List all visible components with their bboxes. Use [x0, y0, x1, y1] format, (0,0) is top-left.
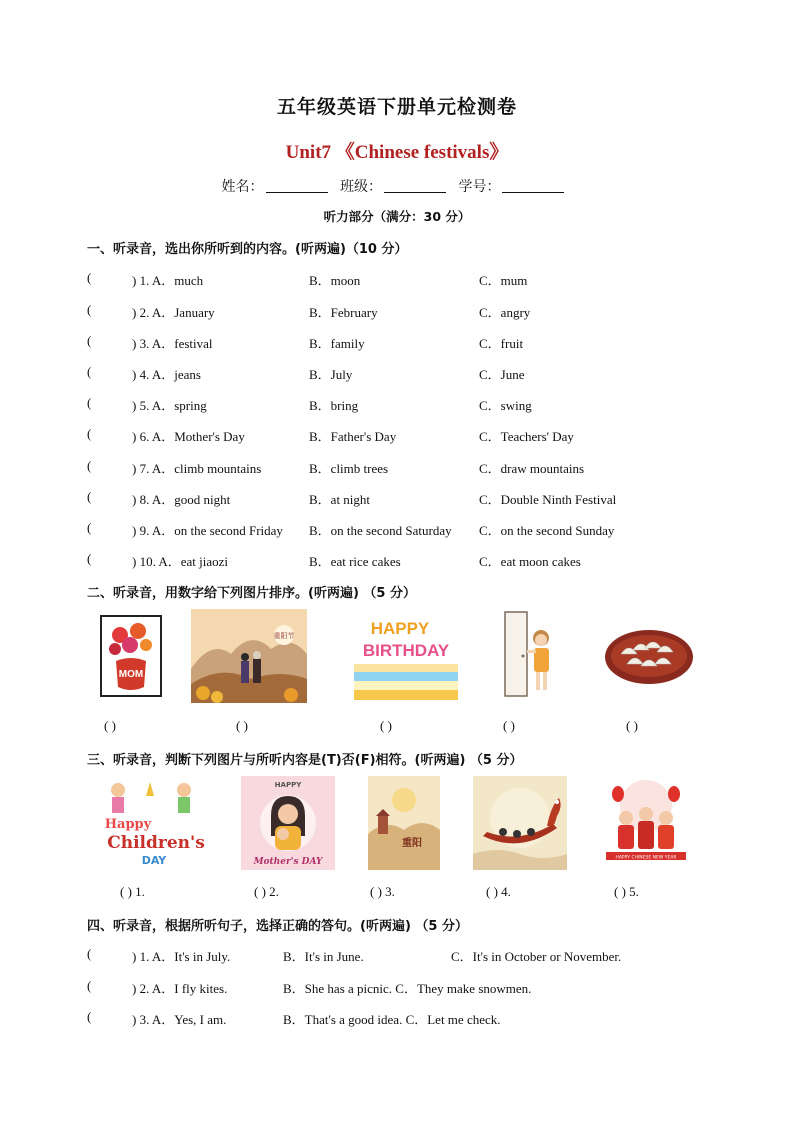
option-b: B．That's a good idea. C．Let me check.	[283, 1012, 501, 1027]
option-c: C．It's in October or November.	[451, 949, 622, 964]
answer-slot[interactable]: (	[87, 551, 92, 566]
s3-answer-2[interactable]: ( ) 2.	[254, 884, 279, 899]
page-title: 五年级英语下册单元检测卷	[276, 96, 517, 118]
section3-title: 三、听录音，判断下列图片与所听内容是(T)否(F)相符。(听两遍) （5 分）	[87, 753, 523, 768]
birthday-cake-icon	[350, 612, 462, 704]
answer-slot[interactable]: (	[87, 426, 92, 441]
s4-question-3	[87, 1009, 727, 1027]
s1-question-2	[87, 302, 727, 320]
listening-header: 听力部分（满分：30 分）	[323, 209, 471, 224]
answer-slot[interactable]: (	[87, 489, 92, 504]
option-a: ) 2. A．January	[132, 305, 215, 320]
answer-slot[interactable]: (	[87, 395, 92, 410]
option-a: ) 4. A．jeans	[132, 367, 201, 382]
option-c: C．fruit	[479, 336, 524, 351]
option-a: ) 10. A．eat jiaozi	[132, 554, 229, 569]
svg-text:HAPPY: HAPPY	[274, 781, 302, 789]
option-b: B．She has a picnic. C．They make snowmen.	[283, 981, 532, 996]
answer-slot[interactable]: (	[87, 946, 92, 961]
option-a: ) 5. A．spring	[132, 398, 207, 413]
s1-question-9	[87, 520, 727, 538]
s1-question-8	[87, 489, 727, 507]
s3-answer-5[interactable]: ( ) 5.	[614, 884, 639, 899]
option-a: ) 9. A．on the second Friday	[132, 523, 283, 538]
option-b: B．February	[309, 305, 378, 320]
svg-text:MOM: MOM	[118, 669, 144, 680]
answer-slot[interactable]: (	[87, 1009, 92, 1024]
option-c: C．Double Ninth Festival	[479, 492, 617, 507]
option-b: B．moon	[309, 273, 361, 288]
id-label: 学号：	[458, 179, 501, 195]
option-b: B．July	[309, 367, 353, 382]
unit-subtitle: Unit7 《Chinese festivals》	[285, 142, 509, 163]
section2-title: 二、听录音，用数字给下列图片排序。(听两遍) （5 分）	[87, 586, 416, 601]
name-blank[interactable]	[266, 178, 328, 193]
option-a: ) 1. A．much	[132, 273, 204, 288]
s2-answer-1[interactable]: ( )	[104, 718, 116, 733]
answer-slot[interactable]: (	[87, 364, 92, 379]
option-a: ) 2. A．I fly kites.	[132, 981, 228, 996]
chinese-new-year-icon	[600, 776, 692, 866]
id-blank[interactable]	[502, 178, 564, 193]
option-c: C．draw mountains	[479, 461, 585, 476]
option-a: ) 6. A．Mother's Day	[132, 429, 245, 444]
s2-answer-3[interactable]: ( )	[380, 718, 392, 733]
option-c: C．swing	[479, 398, 532, 413]
childrens-day-icon	[88, 776, 220, 870]
svg-text:重阳节: 重阳节	[273, 632, 295, 640]
option-b: B．Father's Day	[309, 429, 397, 444]
answer-slot[interactable]: (	[87, 270, 92, 285]
svg-text:Mother's DAY: Mother's DAY	[253, 857, 323, 867]
girl-knocking-door-icon	[503, 610, 559, 700]
answer-slot[interactable]: (	[87, 520, 92, 535]
flower-vase-mom-icon	[100, 615, 162, 697]
s3-answer-1[interactable]: ( ) 1.	[120, 884, 145, 899]
option-a: ) 8. A．good night	[132, 492, 231, 507]
option-b: B．climb trees	[309, 461, 389, 476]
option-a: ) 7. A．climb mountains	[132, 461, 262, 476]
option-b: B．on the second Saturday	[309, 523, 452, 538]
s1-question-4	[87, 364, 727, 382]
svg-text:HAPPY: HAPPY	[370, 619, 430, 638]
s2-answer-5[interactable]: ( )	[626, 718, 638, 733]
s1-question-1	[87, 270, 727, 288]
option-b: B．bring	[309, 398, 359, 413]
option-b: B．eat rice cakes	[309, 554, 401, 569]
s1-question-5	[87, 395, 727, 413]
double-ninth-mountain-icon	[191, 609, 307, 703]
option-a: ) 3. A．Yes, I am.	[132, 1012, 227, 1027]
answer-slot[interactable]: (	[87, 333, 92, 348]
option-c: C．mum	[479, 273, 528, 288]
option-a: ) 1. A．It's in July.	[132, 949, 231, 964]
s1-question-10	[87, 551, 727, 569]
svg-text:BIRTHDAY: BIRTHDAY	[362, 641, 450, 660]
class-blank[interactable]	[384, 178, 446, 193]
dumplings-plate-icon	[603, 624, 695, 686]
option-b: B．family	[309, 336, 365, 351]
dragon-boat-icon	[473, 776, 567, 870]
student-info	[0, 176, 794, 196]
s1-question-7	[87, 458, 727, 476]
double-ninth-icon	[368, 776, 440, 870]
svg-text:HAPPY CHINESE NEW YEAR: HAPPY CHINESE NEW YEAR	[615, 855, 677, 861]
svg-text:DAY: DAY	[141, 854, 167, 867]
svg-text:Children's: Children's	[107, 833, 205, 853]
svg-text:Happy: Happy	[104, 817, 152, 832]
s1-question-3	[87, 333, 727, 351]
mothers-day-icon	[241, 776, 335, 870]
option-a: ) 3. A．festival	[132, 336, 213, 351]
s1-question-6	[87, 426, 727, 444]
option-c: C．eat moon cakes	[479, 554, 581, 569]
svg-text:重阳: 重阳	[402, 838, 422, 849]
answer-slot[interactable]: (	[87, 458, 92, 473]
s4-question-1	[87, 946, 727, 964]
s3-answer-4[interactable]: ( ) 4.	[486, 884, 511, 899]
s4-question-2	[87, 978, 727, 996]
option-c: C．on the second Sunday	[479, 523, 615, 538]
class-label: 班级：	[340, 179, 382, 195]
option-c: C．angry	[479, 305, 531, 320]
name-label: 姓名：	[221, 179, 264, 195]
section1-title: 一、听录音，选出你所听到的内容。(听两遍)（10 分）	[87, 242, 408, 257]
s2-answer-4[interactable]: ( )	[503, 718, 515, 733]
answer-slot[interactable]: (	[87, 302, 92, 317]
option-b: B．at night	[309, 492, 371, 507]
s3-answer-3[interactable]: ( ) 3.	[370, 884, 395, 899]
s2-answer-2[interactable]: ( )	[236, 718, 248, 733]
section4-title: 四、听录音，根据所听句子，选择正确的答句。(听两遍) （5 分）	[87, 919, 468, 934]
option-c: C．Teachers' Day	[479, 429, 574, 444]
option-c: C．June	[479, 367, 525, 382]
answer-slot[interactable]: (	[87, 978, 92, 993]
option-b: B．It's in June.	[283, 949, 364, 964]
